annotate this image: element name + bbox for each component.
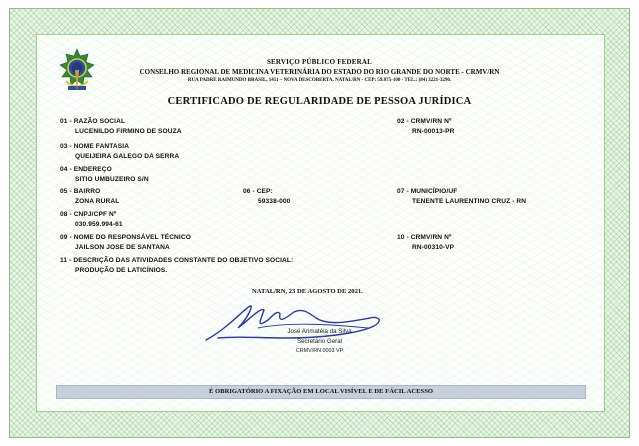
field-11-value: PRODUÇÃO DE LATICÍNIOS. (75, 267, 168, 274)
field-03-value: QUEIJEIRA GALEGO DA SERRA (75, 153, 180, 160)
footer-notice: É OBRIGATÓRIO A FIXAÇÃO EM LOCAL VISÍVEL E DE FÁCIL ACESSO (56, 385, 586, 399)
field-07-label: 07 - MUNICÍPIO/UF (397, 188, 458, 195)
field-09-label: 09 - NOME DO RESPONSÁVEL TÉCNICO (60, 234, 191, 241)
field-11-label: 11 - DESCRIÇÃO DAS ATIVIDADES CONSTANTE DO OBJETIVO SOCIAL: (60, 257, 294, 264)
field-04-value: SITIO UMBUZEIRO S/N (75, 176, 149, 183)
field-05-label: 05 - BAIRRO (60, 188, 101, 195)
field-02-value: RN-00013-PR (412, 128, 455, 135)
field-01-label: 01 - RAZÃO SOCIAL (60, 118, 126, 125)
header-service: SERVIÇO PÚBLICO FEDERAL (266, 58, 373, 66)
header-address: RUA PADRE RAIMUNDO BRASIL, 1411 – NOVA DESCOBERTA, NATAL/RN - CEP: 59.075-100 - TEL.: (84) 3221-3290. (187, 78, 452, 83)
field-08-label: 08 - CNPJ/CPF Nº (60, 211, 117, 218)
field-10-label: 10 - CRMV/RN Nº (397, 234, 452, 241)
certificate-title: CERTIFICADO DE REGULARIDADE DE PESSOA JURÍDICA (167, 96, 472, 107)
field-08-value: 030.959.994-61 (75, 221, 123, 228)
header-council: CONSELHO REGIONAL DE MEDICINA VETERINÁRIA DO ESTADO DO RIO GRANDE DO NORTE - CRMV/RN (139, 68, 500, 76)
signer-registration: CRMV/RN 0003 VP (295, 348, 344, 354)
field-05-value: ZONA RURAL (75, 198, 120, 205)
field-07-value: TENENTE LAURENTINO CRUZ - RN (412, 198, 527, 205)
field-03-label: 03 - NOME FANTASIA (60, 143, 130, 150)
field-10-value: RN-00310-VP (412, 244, 455, 251)
issue-date: NATAL/RN, 23 DE AGOSTO DE 2021. (252, 288, 363, 295)
signer-role: Secretário Geral (296, 338, 343, 345)
field-01-value: LUCENILDO FIRMINO DE SOUZA (75, 128, 182, 135)
field-06-value: 59338-000 (258, 198, 291, 205)
field-04-label: 04 - ENDEREÇO (60, 166, 112, 173)
signer-name: José Arimatéia da Silva (287, 328, 352, 335)
field-06-label: 06 - CEP: (243, 188, 273, 195)
field-02-label: 02 - CRMV/RN Nº (397, 118, 452, 125)
field-09-value: JAILSON JOSE DE SANTANA (75, 244, 170, 251)
